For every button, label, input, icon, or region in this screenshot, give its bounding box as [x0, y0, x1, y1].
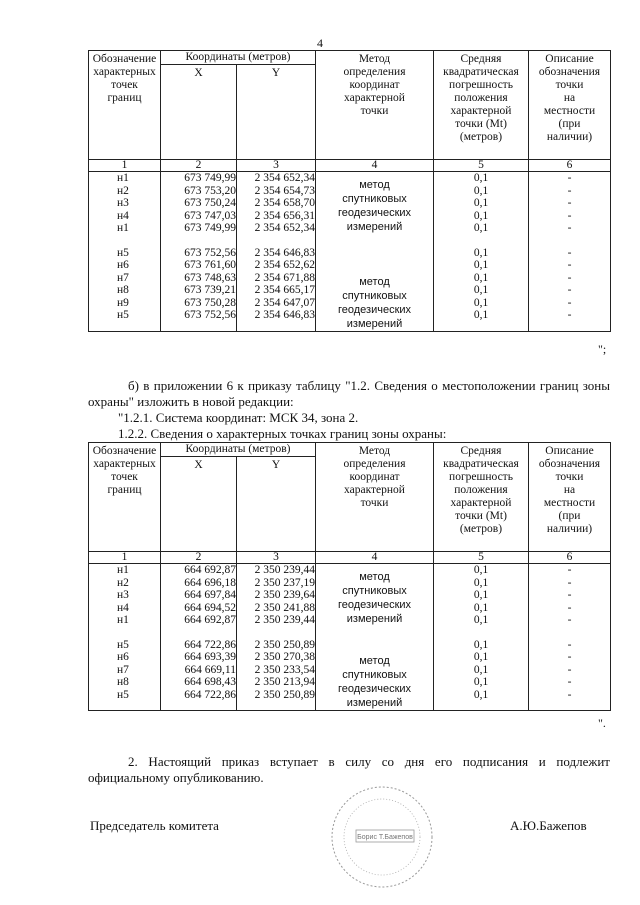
- page-number: 4: [317, 36, 323, 50]
- table2-closing-mark: ".: [598, 716, 606, 730]
- header-y: Y: [237, 457, 316, 552]
- method-column: метод спутниковых геодезических измерений метод спутниковых геодезических измерений: [316, 564, 434, 711]
- points-column: н1 н2 н3 н4 н1 н5 н6 н7 н8 н9 н5: [89, 172, 161, 332]
- header-row: [89, 51, 611, 65]
- header-x: X: [161, 65, 237, 160]
- signatory-name: А.Ю.Бажепов: [510, 818, 587, 833]
- x-column: 673 749,99 673 753,20 673 750,24 673 747,03 673 749,99 673 752,56 673 761,60 673 748,63 673 739,21 673 750,28 673 752,56: [161, 172, 237, 332]
- description-column: - - - - - - - - - -: [529, 564, 611, 711]
- header-description: Описание обозначения точки на местности (при наличии): [529, 443, 611, 552]
- official-stamp: [322, 782, 442, 892]
- points-column: н1 н2 н3 н4 н1 н5 н6 н7 н8 н5: [89, 564, 161, 711]
- y-column: 2 354 652,34 2 354 654,73 2 354 658,70 2 354 656,31 2 354 652,34 2 354 646,83 2 354 652,62 2 354 671,88 2 354 665,17 2 354 647,07 2 354 646,83: [237, 172, 316, 332]
- header-point-designation: Обозначение характерных точек границ: [89, 443, 161, 552]
- line-1-2-2: 1.2.2. Сведения о характерных точках границ зоны охраны:: [118, 426, 447, 441]
- header-point-designation: Обозначение характерных точек границ: [89, 51, 161, 160]
- method-column: метод спутниковых геодезических измерений метод спутниковых геодезических измерений: [316, 172, 434, 332]
- x-column: 664 692,87 664 696,18 664 697,84 664 694,52 664 692,87 664 722,86 664 693,39 664 669,11 664 698,43 664 722,86: [161, 564, 237, 711]
- header-method: Метод определения координат характерной точки: [316, 51, 434, 160]
- header-x: X: [161, 457, 237, 552]
- y-column: 2 350 239,44 2 350 237,19 2 350 239,64 2 350 241,88 2 350 239,44 2 350 250,89 2 350 270,38 2 350 233,54 2 350 213,94 2 350 250,89: [237, 564, 316, 711]
- coordinates-table-1: [88, 50, 611, 332]
- header-y: Y: [237, 65, 316, 160]
- header-coordinates: Координаты (метров): [161, 51, 316, 65]
- table-body: [89, 564, 611, 711]
- description-column: - - - - - - - - - - -: [529, 172, 611, 332]
- paragraph-b: б) в приложении 6 к приказу таблицу "1.2. Сведения о местоположении границ зоны охраны" изложить в новой редакции:: [88, 378, 610, 409]
- mt-column: 0,1 0,1 0,1 0,1 0,1 0,1 0,1 0,1 0,1 0,1: [434, 564, 529, 711]
- column-numbers-row: 1 2 3 4 5 6: [89, 552, 611, 564]
- header-mean-square-error: Средняя квадратическая погрешность положения характерной точки (Mt) (метров): [434, 443, 529, 552]
- coordinates-table-2: [88, 442, 611, 711]
- column-numbers-row: 1 2 3 4 5 6: [89, 160, 611, 172]
- paragraph-2: 2. Настоящий приказ вступает в силу со дня его подписания и подлежит официальному опубликованию.: [88, 754, 610, 785]
- header-mean-square-error: Средняя квадратическая погрешность положения характерной точки (Mt) (метров): [434, 51, 529, 160]
- table1-closing-mark: ";: [598, 342, 607, 356]
- line-1-2-1: "1.2.1. Система координат: МСК 34, зона 2.: [118, 410, 359, 425]
- signatory-title: Председатель комитета: [90, 818, 219, 833]
- header-row: [89, 443, 611, 457]
- header-description: Описание обозначения точки на местности (при наличии): [529, 51, 611, 160]
- header-method: Метод определения координат характерной точки: [316, 443, 434, 552]
- table-row: н1: [117, 172, 129, 184]
- table-body: [89, 172, 611, 332]
- header-coordinates: Координаты (метров): [161, 443, 316, 457]
- stamp-text: Борис Т.Бажепов: [357, 834, 413, 841]
- mt-column: 0,1 0,1 0,1 0,1 0,1 0,1 0,1 0,1 0,1 0,1 0,1: [434, 172, 529, 332]
